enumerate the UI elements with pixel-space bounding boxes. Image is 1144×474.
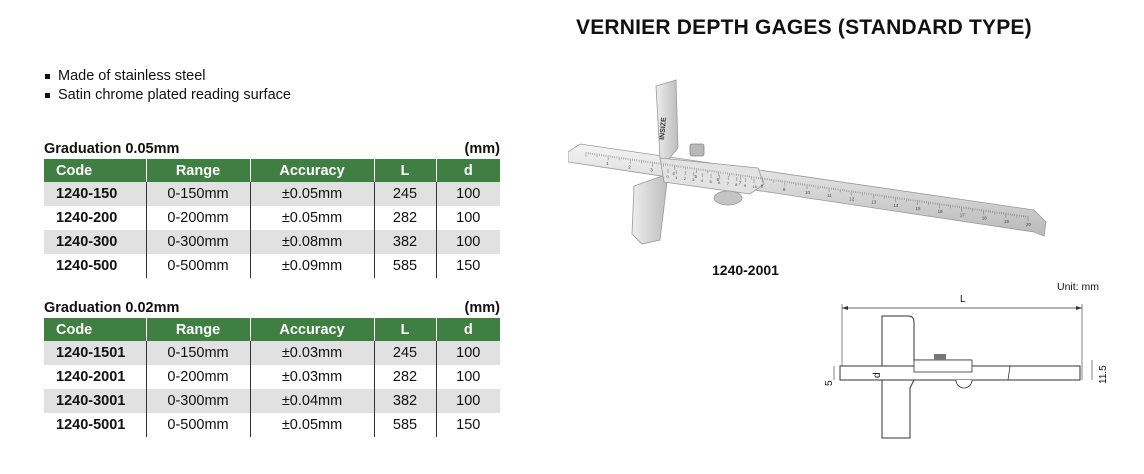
cell-accuracy: ±0.05mm [250, 413, 374, 437]
vernier-number: 7 [726, 181, 729, 186]
column-header-d: d [436, 318, 500, 341]
cell-d: 100 [436, 341, 500, 365]
cell-code: 1240-500 [56, 258, 118, 274]
cell-d: 100 [436, 389, 500, 413]
scale-number: 15 [915, 206, 921, 211]
spec-table [44, 318, 500, 437]
table-header-row [44, 159, 500, 182]
column-header-range: Range [146, 159, 250, 182]
cell-range: 0-200mm [146, 206, 250, 230]
dim-label-11-5: 11.5 [1098, 365, 1109, 384]
scale-number: 11 [827, 193, 832, 199]
table-row [44, 230, 500, 254]
cell-l: 282 [374, 206, 436, 230]
cell-accuracy: ±0.08mm [250, 230, 374, 254]
cell-code: 1240-150 [44, 182, 146, 206]
cell-code: 1240-300 [44, 230, 146, 254]
cell-d: 100 [436, 206, 500, 230]
table-row [44, 413, 500, 437]
spec-table-graduation-002 [44, 299, 500, 437]
table-header-row [44, 318, 500, 341]
table-heading: Graduation 0.02mm [44, 300, 180, 316]
cell-code: 1240-3001 [44, 389, 146, 413]
cell-d: 100 [436, 182, 500, 206]
gage-lock-screw [690, 144, 704, 156]
vernier-number: 9 [743, 183, 747, 188]
cell-d: 150 [436, 254, 500, 278]
column-header-code: Code [44, 318, 146, 341]
table-row [44, 341, 500, 365]
cell-l: 382 [374, 230, 436, 254]
table-row [44, 254, 500, 278]
vernier-number: 6 [718, 180, 721, 185]
column-header-l: L [374, 318, 436, 341]
feature-item: Satin chrome plated reading surface [44, 86, 291, 105]
scale-number: 10 [805, 190, 811, 195]
cell-d: 100 [436, 365, 500, 389]
scale-number: 17 [959, 212, 965, 218]
cell-code: 1240-1501 [44, 341, 146, 365]
unit-label: Unit: mm [1057, 281, 1099, 293]
vernier-number: 1 [675, 175, 678, 180]
table-row [44, 182, 500, 206]
cell-range: 0-500mm [146, 413, 250, 437]
cell-l: 382 [374, 389, 436, 413]
page-title: VERNIER DEPTH GAGES (STANDARD TYPE) [576, 16, 1032, 39]
vernier-number: 2 [683, 176, 686, 181]
brand-mark: INSIZE [659, 117, 668, 141]
column-header-accuracy: Accuracy [250, 159, 374, 182]
depth-gage-photo [568, 74, 1058, 254]
diagram-wheel [956, 380, 972, 388]
column-header-accuracy: Accuracy [250, 318, 374, 341]
dim-label-d: d [872, 372, 883, 378]
column-header-d: d [436, 159, 500, 182]
vernier-number: 10 [752, 184, 757, 189]
cell-code: 1240-200 [56, 210, 118, 226]
cell-code: 1240-5001 [56, 417, 126, 433]
table-row [44, 206, 500, 230]
dim-label-l: L [960, 294, 966, 305]
cell-range: 0-500mm [146, 254, 250, 278]
dim-arrow-right [1076, 306, 1082, 310]
cell-d: 150 [436, 413, 500, 437]
scale-number: 12 [849, 196, 855, 202]
scale-number: 9 [782, 186, 786, 192]
scale-number: 6 [716, 177, 720, 183]
cell-accuracy: ±0.05mm [250, 206, 374, 230]
scale-number: 5 [694, 174, 698, 179]
table-unit: (mm) [464, 300, 500, 316]
cell-accuracy: ±0.03mm [250, 365, 374, 389]
feature-item: Made of stainless steel [44, 67, 291, 86]
cell-l: 585 [374, 254, 436, 278]
vernier-number: 0 [666, 174, 669, 179]
cell-accuracy: ±0.04mm [250, 389, 374, 413]
scale-number: 19 [1003, 218, 1009, 224]
table-row [44, 365, 500, 389]
gage-base-lower [632, 174, 668, 244]
cell-range: 0-150mm [146, 182, 250, 206]
scale-number: 14 [893, 202, 899, 208]
dim-arrow-left [842, 306, 848, 310]
dim-label-5: 5 [824, 380, 835, 386]
scale-number: 13 [871, 199, 877, 205]
diagram-vernier [914, 360, 972, 372]
cell-d: 100 [436, 230, 500, 254]
cell-accuracy: ±0.03mm [250, 341, 374, 365]
scale-number: 2 [628, 164, 631, 170]
table-row [44, 389, 500, 413]
spec-table-graduation-005 [44, 140, 500, 278]
feature-list [44, 67, 291, 105]
spec-table [44, 159, 500, 278]
column-header-l: L [374, 159, 436, 182]
scale-number: 18 [981, 215, 987, 221]
diagram-screw [934, 354, 946, 360]
vernier-number: 5 [709, 179, 712, 184]
vernier-number: 4 [700, 178, 704, 183]
cell-code: 1240-2001 [56, 369, 126, 385]
scale-number: 4 [672, 170, 675, 176]
table-unit: (mm) [464, 141, 500, 157]
cell-accuracy: ±0.09mm [250, 254, 374, 278]
scale-number: 8 [760, 183, 764, 189]
photo-model-label: 1240-2001 [712, 262, 779, 278]
cell-l: 245 [374, 341, 436, 365]
column-header-code: Code [44, 159, 146, 182]
vernier-number: 8 [735, 182, 738, 187]
cell-range: 0-300mm [146, 230, 250, 254]
cell-l: 245 [374, 182, 436, 206]
cell-range: 0-150mm [146, 341, 250, 365]
gage-thumb-wheel [714, 191, 742, 205]
cell-range: 0-200mm [146, 365, 250, 389]
scale-number: 7 [738, 180, 742, 186]
cell-l: 585 [374, 413, 436, 437]
vernier-number: 3 [692, 177, 695, 182]
cell-range: 0-300mm [146, 389, 250, 413]
table-heading: Graduation 0.05mm [44, 141, 180, 157]
column-header-range: Range [146, 318, 250, 341]
scale-number: 20 [1026, 222, 1032, 227]
scale-number: 3 [650, 167, 653, 173]
scale-number: 16 [937, 209, 943, 215]
scale-number: 1 [606, 161, 609, 167]
dimension-diagram [810, 288, 1124, 448]
cell-accuracy: ±0.05mm [250, 182, 374, 206]
cell-l: 282 [374, 365, 436, 389]
